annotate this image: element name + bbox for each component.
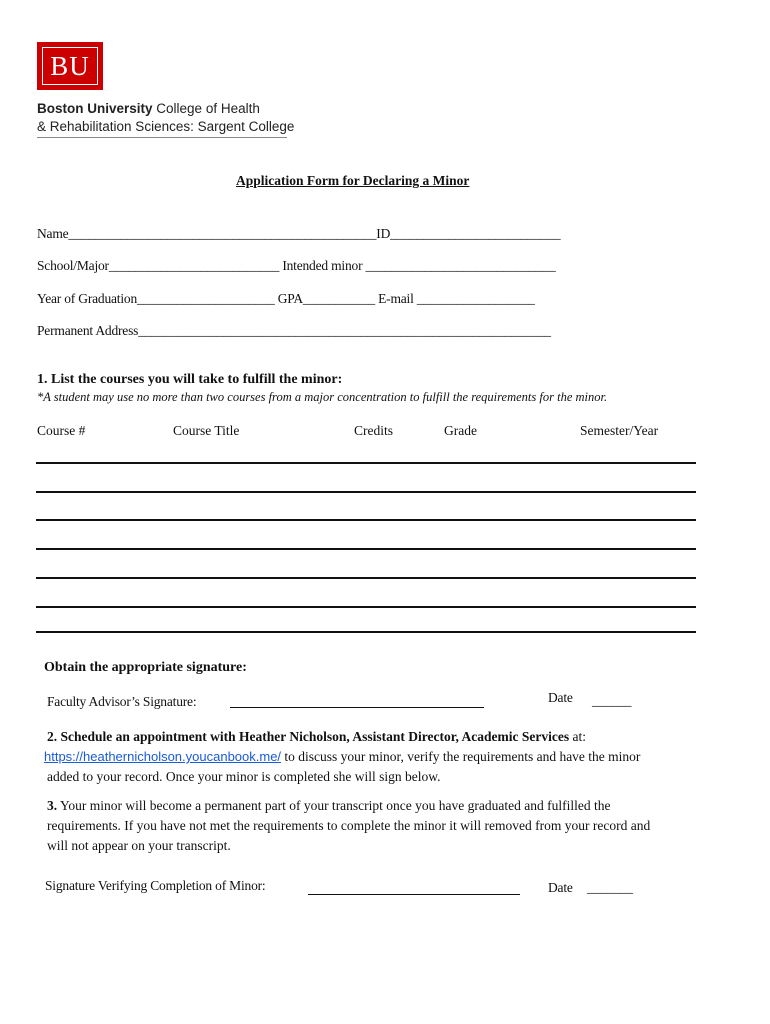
faculty-advisor-signature-line[interactable]	[230, 707, 484, 708]
institution-college: College of Health	[152, 101, 260, 116]
section2-heading-text: Schedule an appointment with Heather Nicholson, Assistant Director, Academic Services	[60, 729, 570, 744]
section3-line1	[47, 796, 610, 816]
completion-signature-line[interactable]	[308, 894, 520, 895]
section2-line3: added to your record. Once your minor is completed she will sign below.	[47, 769, 441, 784]
course-row-line[interactable]	[36, 519, 696, 521]
permanent-address-field[interactable]: Permanent Address_______________________________________________________________	[37, 323, 551, 338]
section2-line2	[44, 747, 640, 767]
institution-name: Boston University	[37, 101, 153, 116]
name-id-field[interactable]: Name_______________________________________________ID__________________________	[37, 226, 561, 241]
course-row-line[interactable]	[36, 606, 696, 608]
logo-divider	[37, 137, 287, 138]
signature-heading: Obtain the appropriate signature:	[44, 660, 247, 675]
column-grade: Grade	[444, 423, 477, 438]
advisor-date-label: Date	[548, 690, 573, 705]
section2-after-link: to discuss your minor, verify the requirements and have the minor	[281, 749, 641, 764]
section2-heading	[47, 727, 586, 747]
section1-note: *A student may use no more than two courses from a major concentration to fulfill the requirements for the minor.	[37, 390, 608, 404]
section3-line2: requirements. If you have not met the requirements to complete the minor it will removed from your record and	[47, 818, 651, 833]
column-semester-year: Semester/Year	[580, 423, 659, 438]
section3-number: 3.	[47, 798, 58, 813]
section2-number: 2.	[47, 729, 58, 744]
section3-text-1: Your minor will become a permanent part of your transcript once you have graduated and fulfilled the	[57, 798, 611, 813]
school-major-field[interactable]: School/Major__________________________ Intended minor _____________________________	[37, 258, 556, 273]
section1-heading: 1. List the courses you will take to fulfill the minor:	[37, 372, 343, 387]
course-row-line[interactable]	[36, 548, 696, 550]
institution-line-1	[37, 101, 260, 116]
course-row-line[interactable]	[36, 491, 696, 493]
advisor-date-field[interactable]: ______	[592, 693, 632, 708]
section2-heading-tail: at:	[569, 729, 586, 744]
column-course-title: Course Title	[173, 423, 240, 438]
faculty-advisor-label: Faculty Advisor’s Signature:	[47, 694, 197, 709]
completion-signature-label: Signature Verifying Completion of Minor:	[45, 878, 266, 893]
course-row-line[interactable]	[36, 462, 696, 464]
completion-date-label: Date	[548, 880, 573, 895]
section3-line3: will not appear on your transcript.	[47, 838, 231, 853]
booking-link[interactable]: https://heathernicholson.youcanbook.me/	[44, 749, 282, 764]
course-row-line[interactable]	[36, 577, 696, 579]
course-row-line[interactable]	[36, 631, 696, 633]
column-course-number: Course #	[37, 423, 86, 438]
graduation-gpa-email-field[interactable]: Year of Graduation_____________________ GPA___________ E-mail __________________	[37, 291, 535, 306]
bu-logo	[37, 42, 103, 90]
bu-logo-mark: BU	[42, 47, 98, 85]
completion-date-field[interactable]: _______	[587, 880, 633, 895]
column-credits: Credits	[354, 423, 393, 438]
institution-line-2: & Rehabilitation Sciences: Sargent College	[37, 119, 295, 134]
form-title: Application Form for Declaring a Minor	[236, 173, 470, 188]
